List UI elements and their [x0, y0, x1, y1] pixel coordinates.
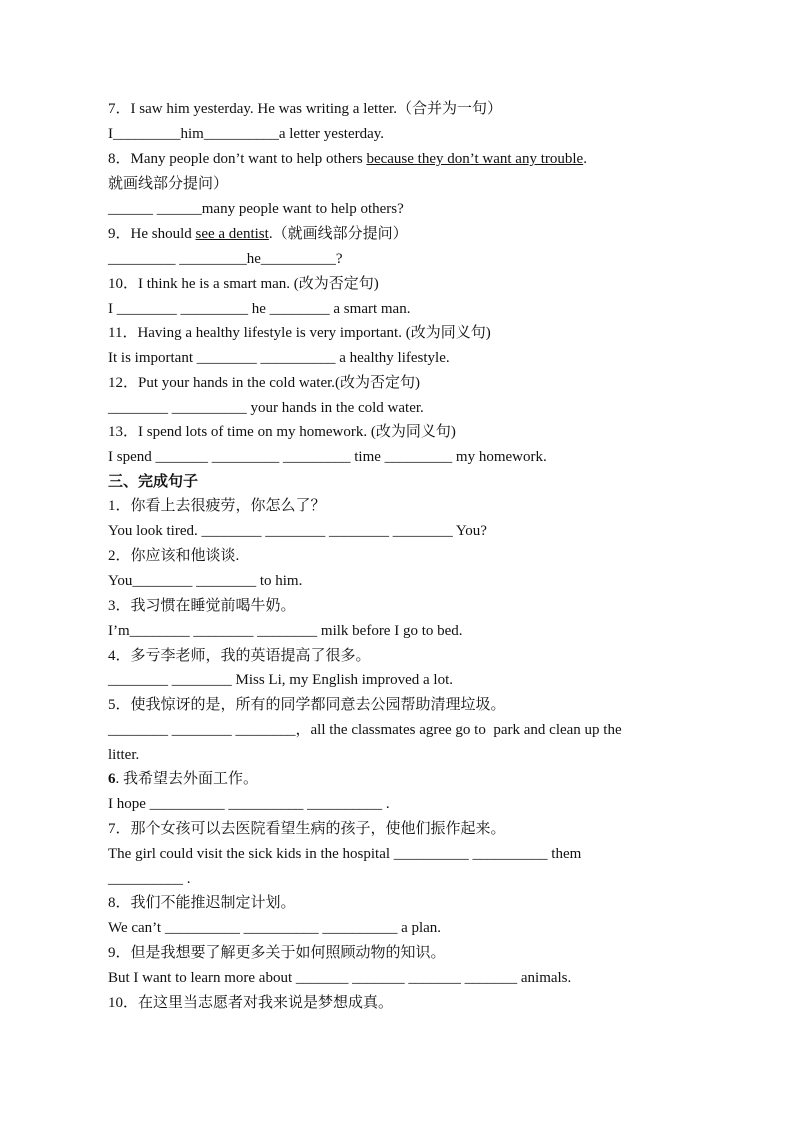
- s2-q8-answer: ______ ______many people want to help others?: [108, 201, 404, 217]
- s2-q11-prompt: 11．Having a healthy lifestyle is very important. (改为同义句): [108, 325, 491, 341]
- s3-item5-answer-cont: litter.: [108, 747, 140, 763]
- s2-q8-prompt-pre: 8．Many people don’t want to help others: [108, 151, 367, 167]
- s3-item3-question: 3．我习惯在睡觉前喝牛奶。: [108, 598, 296, 614]
- s2-q8-underlined-text: because they don’t want any trouble: [366, 151, 584, 167]
- s2-q8-prompt: [108, 149, 587, 169]
- s2-q12-prompt: 12．Put your hands in the cold water.(改为否定句): [108, 375, 421, 391]
- s2-q9-prompt-pre: 9．He should: [108, 226, 196, 242]
- s2-q7-answer: I_________him__________a letter yesterday.: [108, 126, 385, 142]
- s3-item7-question: 7．那个女孩可以去医院看望生病的孩子，使他们振作起来。: [108, 821, 506, 837]
- s3-item1-question: 1．你看上去很疲劳，你怎么了？: [108, 498, 326, 514]
- s2-q11-answer: It is important ________ __________ a healthy lifestyle.: [108, 350, 450, 366]
- s2-q8-prompt-cont: 就画线部分提问）: [108, 176, 229, 192]
- s3-item9-question: 9．但是我想要了解更多关于如何照顾动物的知识。: [108, 945, 446, 961]
- s2-q9-answer: _________ _________he__________?: [108, 251, 343, 267]
- s3-item7-answer: The girl could visit the sick kids in the hospital __________ __________ them: [108, 846, 582, 862]
- s2-q13-prompt: 13．I spend lots of time on my homework. (改为同义句): [108, 424, 456, 440]
- s3-item2-question: 2．你应该和他谈谈.: [108, 548, 240, 564]
- s3-item5-question: 5．使我惊讶的是，所有的同学都同意去公园帮助清理垃圾。: [108, 697, 506, 713]
- s3-item3-answer: I’m________ ________ ________ milk before I go to bed.: [108, 623, 463, 639]
- s3-item4-answer: ________ ________ Miss Li, my English improved a lot.: [108, 672, 453, 688]
- s2-q9-underlined-text: see a dentist: [195, 226, 269, 242]
- s2-q10-answer: I ________ _________ he ________ a smart man.: [108, 301, 411, 317]
- s3-item6-text: . 我希望去外面工作。: [115, 771, 259, 787]
- s2-q7-prompt: 7．I saw him yesterday. He was writing a letter.（合并为一句）: [108, 101, 502, 117]
- s3-item9-answer: But I want to learn more about _______ _______ _______ _______ animals.: [108, 970, 572, 986]
- s3-item6-number: 6: [108, 771, 116, 787]
- s3-item6-answer: I hope __________ __________ __________ .: [108, 796, 390, 812]
- s3-item4-question: 4．多亏李老师，我的英语提高了很多。: [108, 648, 371, 664]
- s2-q8-prompt-post: .: [583, 151, 587, 167]
- s3-item6-question: [108, 769, 258, 789]
- s3-item8-answer: We can’t __________ __________ __________ a plan.: [108, 920, 442, 936]
- s2-q13-answer: I spend _______ _________ _________ time _________ my homework.: [108, 449, 547, 465]
- s3-item8-question: 8．我们不能推迟制定计划。: [108, 895, 296, 911]
- s3-item2-answer: You________ ________ to him.: [108, 573, 303, 589]
- s3-item1-answer: You look tired. ________ ________ ________ ________ You?: [108, 523, 487, 539]
- s3-item7-answer-cont: __________ .: [108, 871, 191, 887]
- s3-item5-answer: ________ ________ ________，all the classmates agree go to park and clean up the: [108, 722, 622, 738]
- s3-item10-question: 10．在这里当志愿者对我来说是梦想成真。: [108, 995, 394, 1011]
- s2-q10-prompt: 10．I think he is a smart man. (改为否定句): [108, 276, 379, 292]
- section3-heading: 三、完成句子: [108, 474, 199, 490]
- s2-q9-prompt: [108, 224, 408, 244]
- s2-q12-answer: ________ __________ your hands in the cold water.: [108, 400, 424, 416]
- s2-q9-prompt-post: .（就画线部分提问）: [268, 226, 408, 242]
